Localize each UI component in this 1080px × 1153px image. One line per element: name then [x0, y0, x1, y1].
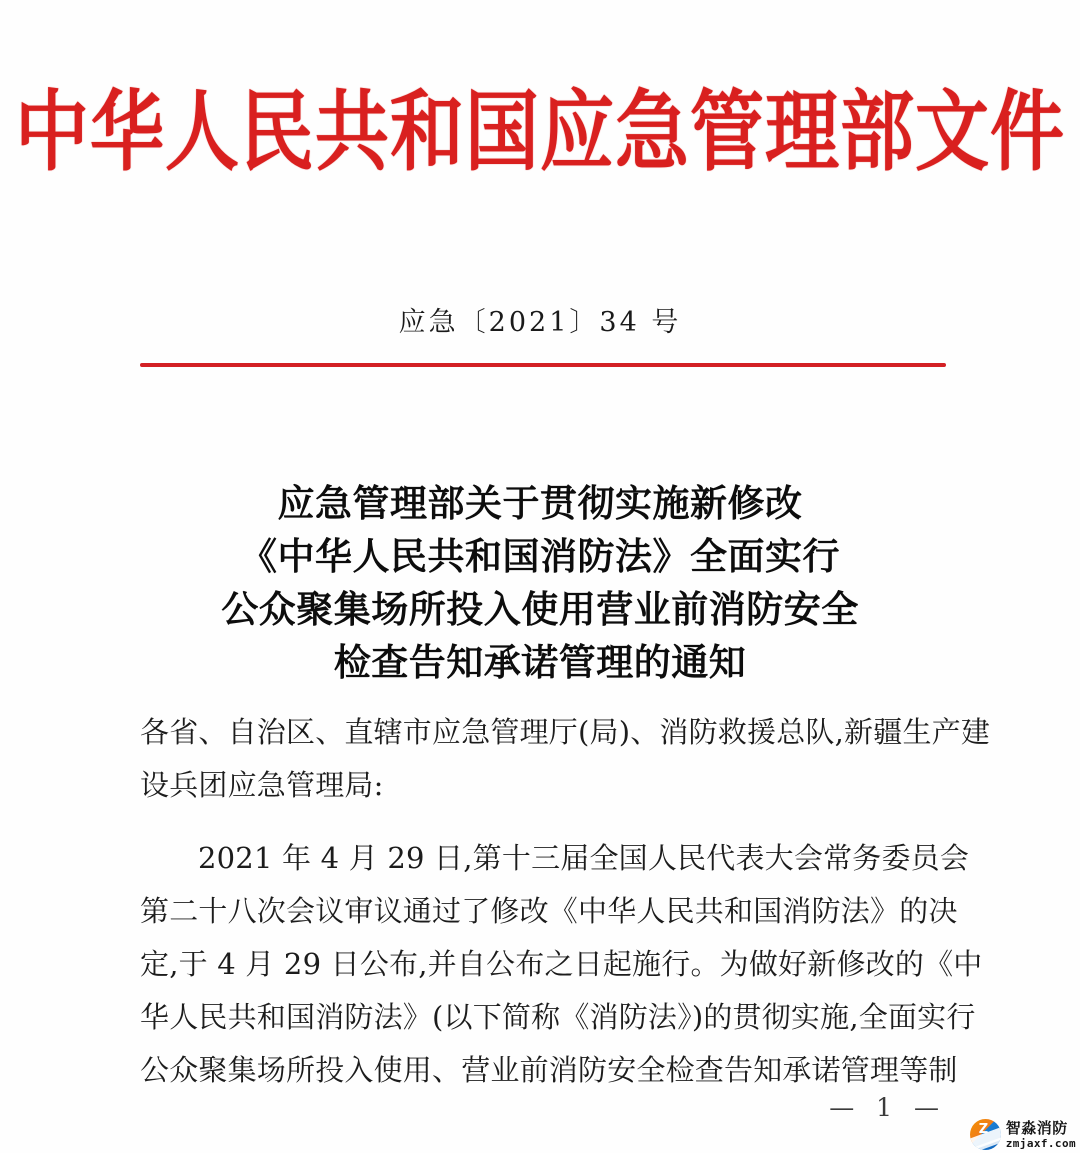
- body-line-2: 第二十八次会议审议通过了修改《中华人民共和国消防法》的决: [140, 894, 958, 928]
- title-line-2: 《中华人民共和国消防法》全面实行: [240, 534, 840, 578]
- paragraph-spacer: [140, 812, 946, 832]
- body-line-4: 华人民共和国消防法》(以下简称《消防法》)的贯彻实施,全面实行: [140, 1000, 976, 1034]
- title-line-1: 应急管理部关于贯彻实施新修改: [277, 481, 803, 525]
- document-number: 应急〔2021〕34 号: [398, 307, 682, 338]
- red-separator-rule: [140, 363, 946, 367]
- title-line-3: 公众聚集场所投入使用营业前消防安全: [221, 587, 859, 631]
- body-line-1: 2021 年 4 月 29 日,第十三届全国人民代表大会常务委员会: [198, 841, 970, 875]
- watermark-text: [1005, 1118, 1076, 1150]
- site-watermark: [970, 1119, 1076, 1150]
- body-line-3: 定,于 4 月 29 日公布,并自公布之日起施行。为做好新修改的《中: [140, 947, 983, 981]
- body-line-5: 公众聚集场所投入使用、营业前消防安全检查告知承诺管理等制: [140, 1053, 958, 1087]
- title-line-4: 检查告知承诺管理的通知: [333, 640, 747, 684]
- document-masthead: 中华人民共和国应急管理部文件: [15, 81, 1065, 184]
- document-text-body: [140, 706, 991, 1097]
- recipient-line-1: 各省、自治区、直辖市应急管理厅(局)、消防救援总队,新疆生产建: [140, 715, 991, 749]
- watermark-brand-name: 智淼消防: [1005, 1118, 1068, 1137]
- document-title-block: [90, 477, 990, 689]
- recipient-line-2: 设兵团应急管理局:: [140, 768, 384, 802]
- page-number: — 1 —: [829, 1093, 946, 1122]
- watermark-url: zmjaxf.com: [1005, 1136, 1076, 1150]
- zmjaxf-logo-icon: [970, 1119, 1001, 1150]
- logo-z-glyph: Z: [978, 1122, 989, 1137]
